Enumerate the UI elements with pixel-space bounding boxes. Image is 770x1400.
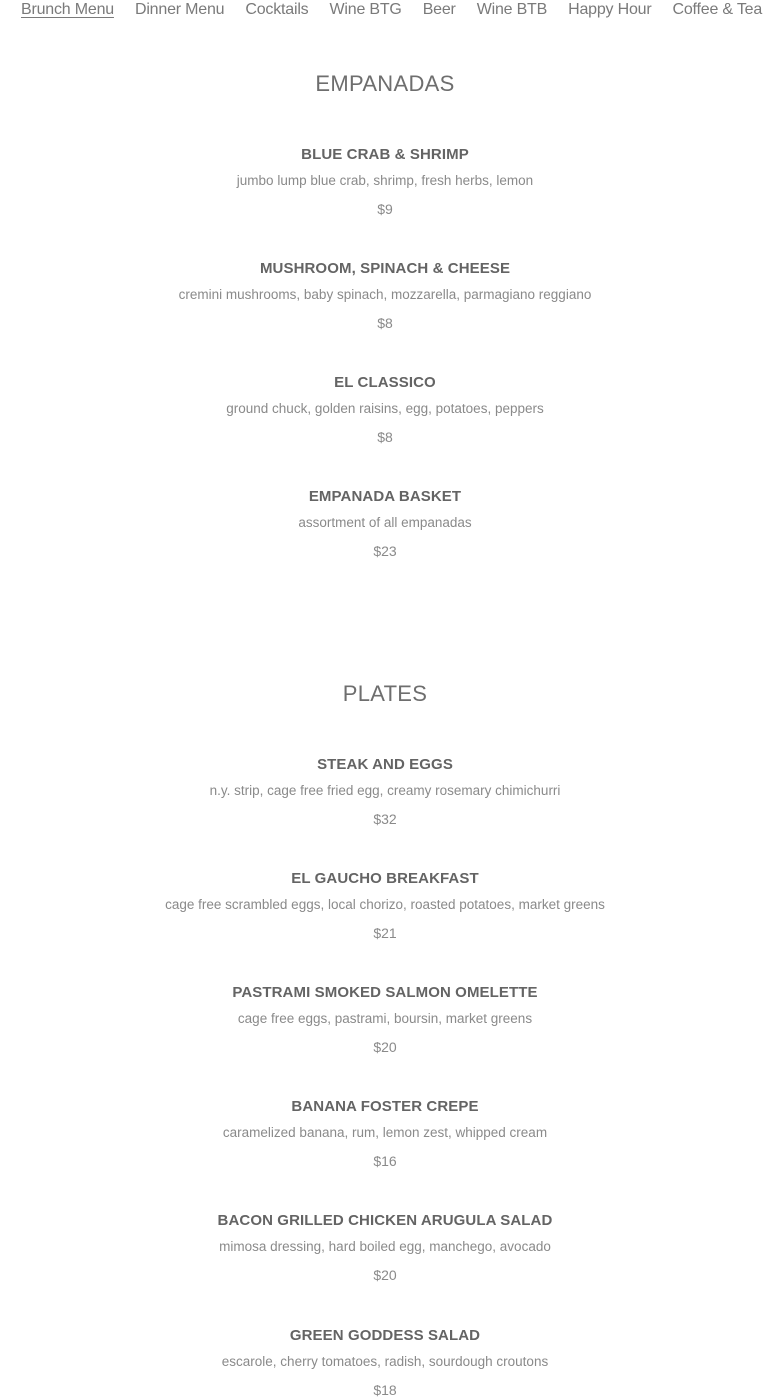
tab-brunch-menu[interactable]: Brunch Menu <box>21 1 114 18</box>
menu-item <box>0 373 770 447</box>
menu-item-name: BLUE CRAB & SHRIMP <box>301 146 469 163</box>
menu-item-name: EL GAUCHO BREAKFAST <box>291 870 479 887</box>
menu-item-name: EMPANADA BASKET <box>308 488 462 505</box>
menu-item <box>0 1211 770 1285</box>
menu-item-price: $20 <box>373 1267 397 1283</box>
menu-item-name: BACON GRILLED CHICKEN ARUGULA SALAD <box>217 1212 553 1229</box>
tab-beer[interactable]: Beer <box>422 1 456 18</box>
menu-item-name: GREEN GODDESS SALAD <box>289 1327 481 1344</box>
menu-item-price: $16 <box>373 1153 397 1169</box>
menu-item <box>0 1326 770 1400</box>
menu-tabs <box>21 0 762 22</box>
menu-item-description: cage free scrambled eggs, local chorizo, roasted potatoes, market greens <box>165 897 605 912</box>
tab-coffee-tea[interactable]: Coffee & Tea <box>672 1 763 18</box>
menu-item-price: $32 <box>373 811 397 827</box>
menu-item <box>0 259 770 333</box>
menu-item-description: jumbo lump blue crab, shrimp, fresh herbs, lemon <box>236 173 534 188</box>
menu-item <box>0 487 770 561</box>
menu-item-name: BANANA FOSTER CREPE <box>291 1098 479 1115</box>
tab-wine-btg[interactable]: Wine BTG <box>329 1 402 18</box>
menu-item <box>0 1097 770 1171</box>
menu-item-description: caramelized banana, rum, lemon zest, whipped cream <box>222 1125 548 1140</box>
menu-item-price: $8 <box>377 315 393 331</box>
menu-item-description: n.y. strip, cage free fried egg, creamy rosemary chimichurri <box>209 783 561 798</box>
menu-item-price: $23 <box>373 543 397 559</box>
menu-item-description: cage free eggs, pastrami, boursin, market greens <box>237 1011 533 1026</box>
menu-item-name: EL CLASSICO <box>334 374 436 391</box>
menu-item-name: STEAK AND EGGS <box>317 756 453 773</box>
tab-happy-hour[interactable]: Happy Hour <box>568 1 652 18</box>
menu-item-description: mimosa dressing, hard boiled egg, manchego, avocado <box>219 1239 551 1254</box>
menu-item <box>0 145 770 219</box>
menu-item-price: $21 <box>373 925 397 941</box>
menu-item-description: cremini mushrooms, baby spinach, mozzarella, parmagiano reggiano <box>178 287 592 302</box>
menu-item-name: PASTRAMI SMOKED SALMON OMELETTE <box>232 984 538 1001</box>
tab-wine-btb[interactable]: Wine BTB <box>476 1 548 18</box>
menu-item <box>0 983 770 1057</box>
section-title-plates: PLATES <box>342 681 428 706</box>
tab-cocktails[interactable]: Cocktails <box>245 1 309 18</box>
menu-item-price: $8 <box>377 429 393 445</box>
menu-item <box>0 755 770 829</box>
menu-item-price: $18 <box>373 1382 397 1398</box>
menu-item-name: MUSHROOM, SPINACH & CHEESE <box>259 260 511 277</box>
menu-item-price: $20 <box>373 1039 397 1055</box>
tab-dinner-menu[interactable]: Dinner Menu <box>134 1 225 18</box>
menu-item-description: escarole, cherry tomatoes, radish, sourdough croutons <box>221 1354 549 1369</box>
section-title-empanadas: EMPANADAS <box>315 71 455 96</box>
menu-item <box>0 869 770 943</box>
menu-item-description: assortment of all empanadas <box>298 515 472 530</box>
menu-item-price: $9 <box>377 201 393 217</box>
menu-item-description: ground chuck, golden raisins, egg, potatoes, peppers <box>226 401 544 416</box>
